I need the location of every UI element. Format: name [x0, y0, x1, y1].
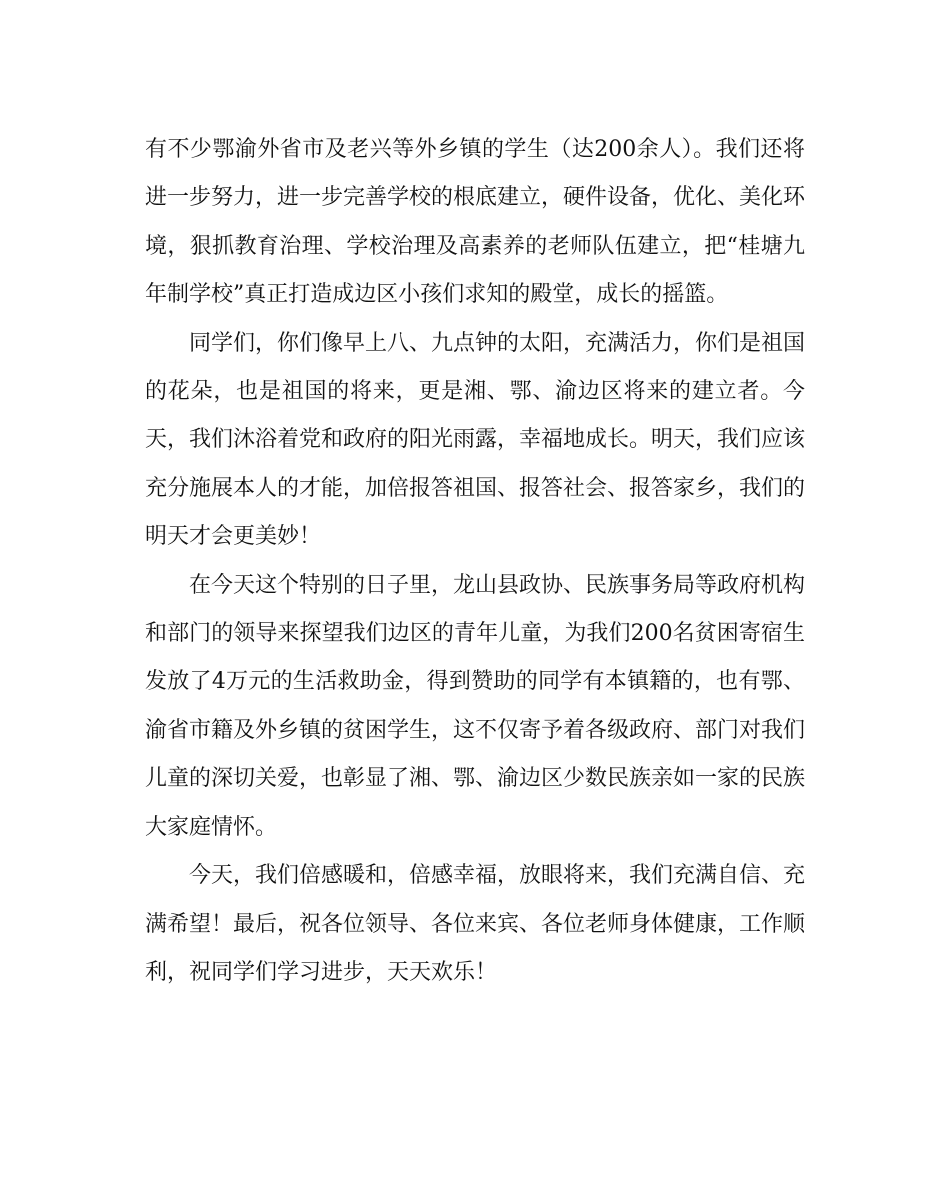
paragraph-2: 同学们，你们像早上八、九点钟的太阳，充满活力，你们是祖国的花朵，也是祖国的将来，更是湘、鄂、渝边区将来的建立者。今天，我们沐浴着党和政府的阳光雨露，幸福地成长。明天，我们应该充分施展本人的才能，加倍报答祖国、报答社会、报答家乡，我们的明天才会更美妙！ [145, 330, 806, 550]
document-body [145, 126, 805, 997]
paragraph-1: 有不少鄂渝外省市及老兴等外乡镇的学生（达200余人）。我们还将进一步努力，进一步完善学校的根底建立，硬件设备，优化、美化环境，狠抓教育治理、学校治理及高素养的老师队伍建立，把“桂塘九年制学校”真正打造成边区小孩们求知的殿堂，成长的摇篮。 [145, 137, 806, 308]
paragraph-4: 今天，我们倍感暖和，倍感幸福，放眼将来，我们充满自信、充满希望！最后，祝各位领导、各位来宾、各位老师身体健康，工作顺利，祝同学们学习进步，天天欢乐！ [145, 863, 806, 985]
paragraph-3: 在今天这个特别的日子里，龙山县政协、民族事务局等政府机构和部门的领导来探望我们边区的青年儿童，为我们200名贫困寄宿生发放了4万元的生活救助金，得到赞助的同学有本镇籍的，也有鄂、渝省市籍及外乡镇的贫困学生，这不仅寄予着各级政府、部门对我们儿童的深切关爱，也彰显了湘、鄂、渝边区少数民族亲如一家的民族大家庭情怀。 [145, 572, 806, 840]
